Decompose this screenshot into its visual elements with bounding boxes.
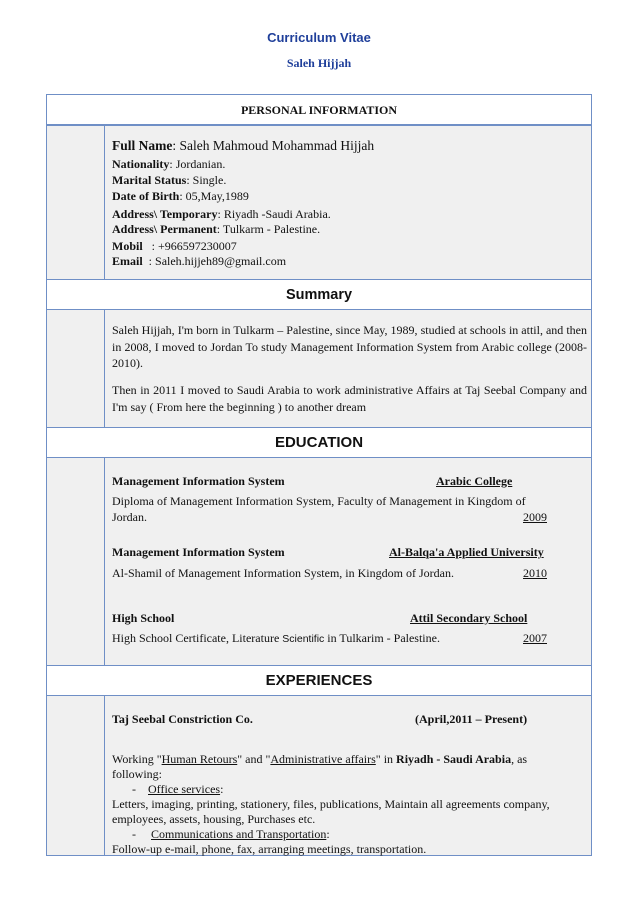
education-item-1-year: 2009	[523, 510, 547, 524]
office-services-desc-line-2: employees, assets, housing, Purchases etc.	[112, 812, 316, 826]
summary-paragraph-1: Saleh Hijjah, I'm born in Tulkarm – Palestine, since May, 1989, studied at schools in attil, and then in 2008, I moved to Jordan To study Management Information System from Arabic college (2008-2010).	[112, 323, 587, 370]
education-item-3-year: 2007	[523, 631, 547, 645]
education-item-2-desc: Al-Shamil of Management Information System, in Kingdom of Jordan.	[112, 566, 454, 580]
summary-left-cell	[47, 310, 105, 427]
experiences-heading	[47, 666, 591, 696]
personal-info-left-cell	[47, 126, 105, 279]
education-section	[47, 458, 591, 666]
education-item-2-school: Al-Balqa'a Applied University	[389, 545, 544, 559]
education-item-1-desc-line-2: Jordan.	[112, 510, 147, 524]
cv-table	[46, 94, 592, 856]
nationality-line: Nationality: Jordanian.	[112, 157, 226, 171]
document-title: Curriculum Vitae	[267, 30, 371, 45]
communications-desc: Follow-up e-mail, phone, fax, arranging meetings, transportation.	[112, 842, 427, 856]
summary-heading	[47, 280, 591, 310]
education-heading	[47, 428, 591, 458]
date-of-birth-line: Date of Birth: 05,May,1989	[112, 189, 249, 203]
communications-bullet: - Communications and Transportation:	[132, 827, 330, 841]
experience-period: (April,2011 – Present)	[415, 712, 528, 726]
experiences-heading-text: EXPERIENCES	[265, 672, 373, 689]
office-services-bullet: - Office services:	[132, 782, 224, 796]
education-item-1-desc-line-1: Diploma of Management Information System, Faculty of Management in Kingdom of	[112, 494, 526, 508]
education-item-2-year: 2010	[523, 566, 547, 580]
full-name-line: Full Name: Saleh Mahmoud Mohammad Hijjah	[112, 138, 375, 153]
education-item-1-title: Management Information System	[112, 474, 285, 488]
address-permanent-line: Address\ Permanent: Tulkarm - Palestine.	[112, 222, 321, 236]
education-item-1-school: Arabic College	[436, 474, 513, 488]
address-temporary-line: Address\ Temporary: Riyadh -Saudi Arabia.	[112, 207, 331, 221]
education-item-3-title: High School	[112, 611, 175, 625]
mobile-line: Mobil : +966597230007	[112, 239, 237, 253]
summary-heading-text: Summary	[285, 287, 353, 303]
office-services-desc-line-1: Letters, imaging, printing, stationery, files, publications, Maintain all agreements company,	[112, 797, 550, 811]
candidate-name: Saleh Hijjah	[286, 56, 352, 70]
experience-working-line: Working "Human Retours" and "Administrative affairs" in Riyadh - Saudi Arabia, as	[112, 752, 528, 766]
experiences-section	[47, 696, 591, 855]
education-heading-text: EDUCATION	[274, 434, 364, 451]
personal-info-heading	[47, 95, 591, 125]
experience-following-line: following:	[112, 767, 162, 781]
education-item-3-desc: High School Certificate, Literature Scientific in Tulkarim - Palestine.	[112, 631, 440, 645]
education-item-3-school: Attil Secondary School	[410, 611, 528, 625]
email-line: Email : Saleh.hijjeh89@gmail.com	[112, 254, 287, 268]
personal-info-section	[47, 125, 591, 280]
education-left-cell	[47, 458, 105, 665]
experiences-left-cell	[47, 696, 105, 855]
summary-section	[47, 310, 591, 428]
education-item-2-title: Management Information System	[112, 545, 285, 559]
marital-status-line: Marital Status: Single.	[112, 173, 227, 187]
personal-info-heading-text: PERSONAL INFORMATION	[240, 103, 398, 117]
experience-company: Taj Seebal Constriction Co.	[112, 712, 253, 726]
summary-paragraph-2: Then in 2011 I moved to Saudi Arabia to work administrative Affairs at Taj Seebal Company and I'm say ( From here the beginning ) to another dream	[112, 383, 587, 414]
